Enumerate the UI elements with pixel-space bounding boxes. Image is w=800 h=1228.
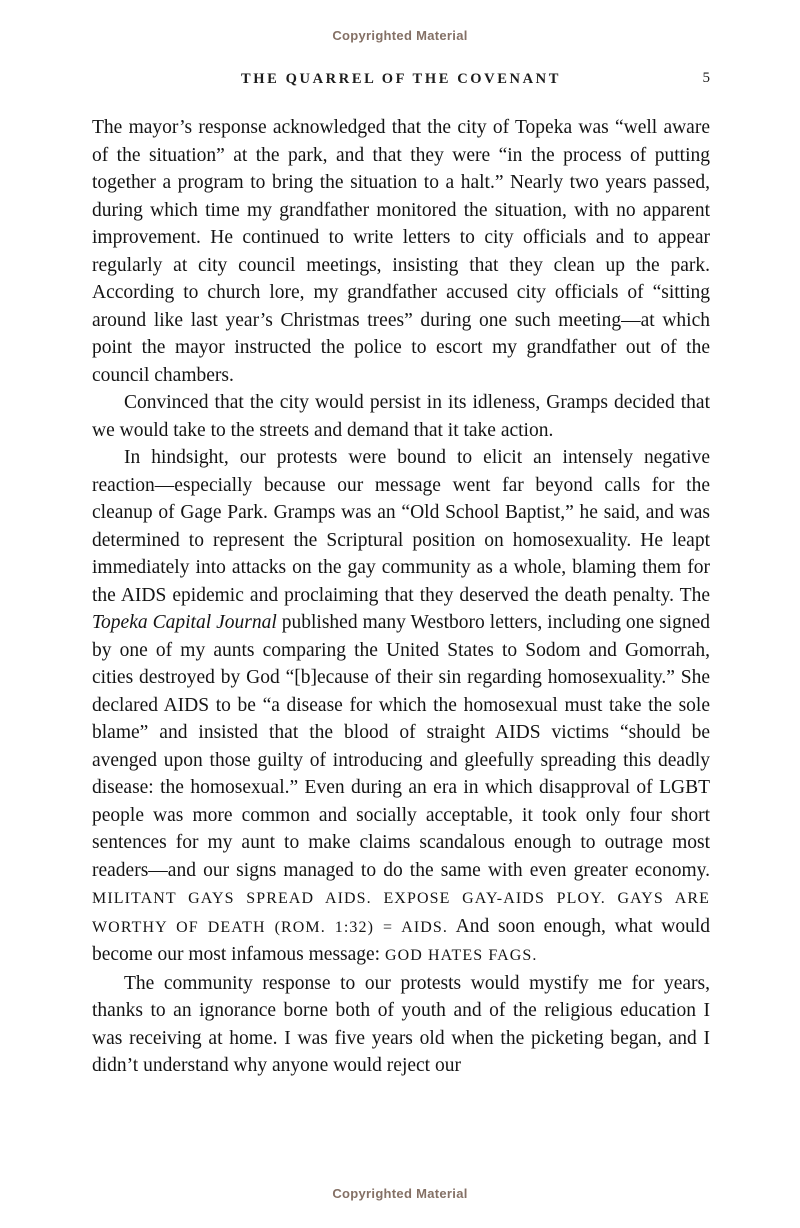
- smallcaps-text-run: MILITANT GAYS SPREAD AIDS. EXPOSE GAY-AIDS PLOY. GAYS ARE WORTHY OF DEATH (ROM. 1:32) = AIDS.: [92, 890, 710, 936]
- paragraph: [92, 389, 710, 444]
- smallcaps-text-run: GOD HATES FAGS.: [384, 947, 538, 964]
- copyright-notice-bottom: Copyrighted Material: [332, 1186, 468, 1201]
- italic-text-run: Topeka Capital Journal: [92, 612, 277, 633]
- body-text: [92, 114, 710, 1080]
- copyright-notice-top: Copyrighted Material: [332, 28, 468, 43]
- text-run: Convinced that the city would persist in its idleness, Gramps decided that we would take to the streets and demand that it take action.: [92, 392, 710, 441]
- page-number: 5: [702, 70, 710, 86]
- text-run: The mayor’s response acknowledged that the city of Topeka was “well aware of the situation” at the park, and that they were “in the process of putting together a program to bring the situation to a halt.” Nearly two years passed, during which time my grandfather monitored the situation, with no apparent improvement. He continued to write letters to city officials and to appear regularly at city council meetings, insisting that they clean up the park. According to church lore, my grandfather accused city officials of “sitting around like last year’s Christmas trees” during one such meeting—at which point the mayor instructed the police to escort my grandfather out of the council chambers.: [92, 117, 710, 386]
- text-run: published many Westboro letters, including one signed by one of my aunts comparing the United States to Sodom and Gomorrah, cities destroyed by God “[b]ecause of their sin regarding homosexuality.” She declared AIDS to be “a disease for which the homosexual must take the sole blame” and insisted that the blood of straight AIDS victims “should be avenged upon those guilty of introducing and gleefully spreading this deadly disease: the homosexual.” Even during an era in which disapproval of LGBT people was more common and socially acceptable, it took only four short sentences for my aunt to make claims scandalous enough to outrage most readers—and our signs managed to do the same with even greater economy.: [92, 612, 710, 881]
- text-run: And soon enough, what would become our most infamous message:: [92, 915, 710, 965]
- text-run: The community response to our protests would mystify me for years, thanks to an ignorance borne both of youth and of the religious education I was receiving at home. I was five years old when the picketing began, and I didn’t understand why anyone would reject our: [92, 972, 710, 1076]
- text-run: In hindsight, our protests were bound to elicit an intensely negative reaction—especially because our message went far beyond calls for the cleanup of Gage Park. Gramps was an “Old School Baptist,” he said, and was determined to represent the Scriptural position on homosexuality. He leapt immediately into attacks on the gay community as a whole, blaming them for the AIDS epidemic and proclaiming that they deserved the death penalty. The: [92, 447, 710, 606]
- running-header: [92, 70, 710, 88]
- chapter-title: THE QUARREL OF THE COVENANT: [241, 71, 561, 87]
- paragraph: [92, 444, 710, 970]
- paragraph: [92, 114, 710, 389]
- paragraph: [92, 970, 710, 1080]
